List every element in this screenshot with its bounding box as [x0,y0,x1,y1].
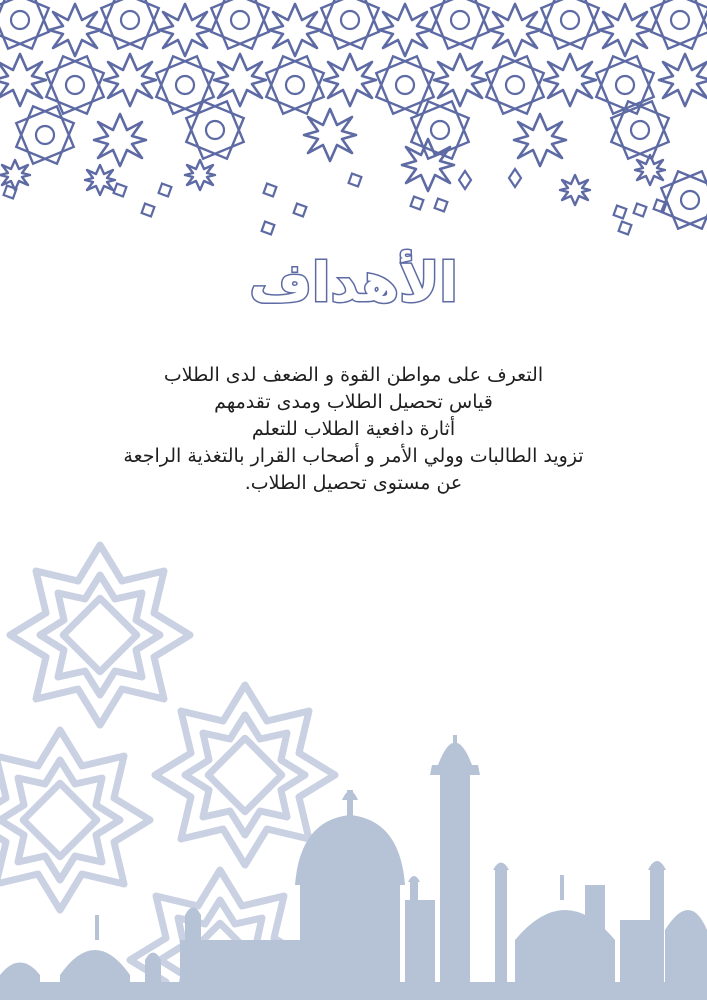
goal-line-2: قياس تحصيل الطلاب ومدى تقدمهم [214,391,493,413]
goal-line-4: تزويد الطالبات وولي الأمر و أصحاب القرار بالتغذية الراجعة [123,445,584,467]
goal-line-5: عن مستوى تحصيل الطلاب. [244,472,463,494]
goals-text [60,362,647,497]
page-title [0,248,707,318]
title-text: الأهداف [249,251,458,314]
goal-line-3: أثارة دافعية الطلاب للتعلم [251,418,456,440]
mosque-silhouette-icon [0,520,707,1000]
islamic-pattern-icon [0,0,707,245]
goal-line-1: التعرف على مواطن القوة و الضعف لدى الطلاب [163,364,544,386]
